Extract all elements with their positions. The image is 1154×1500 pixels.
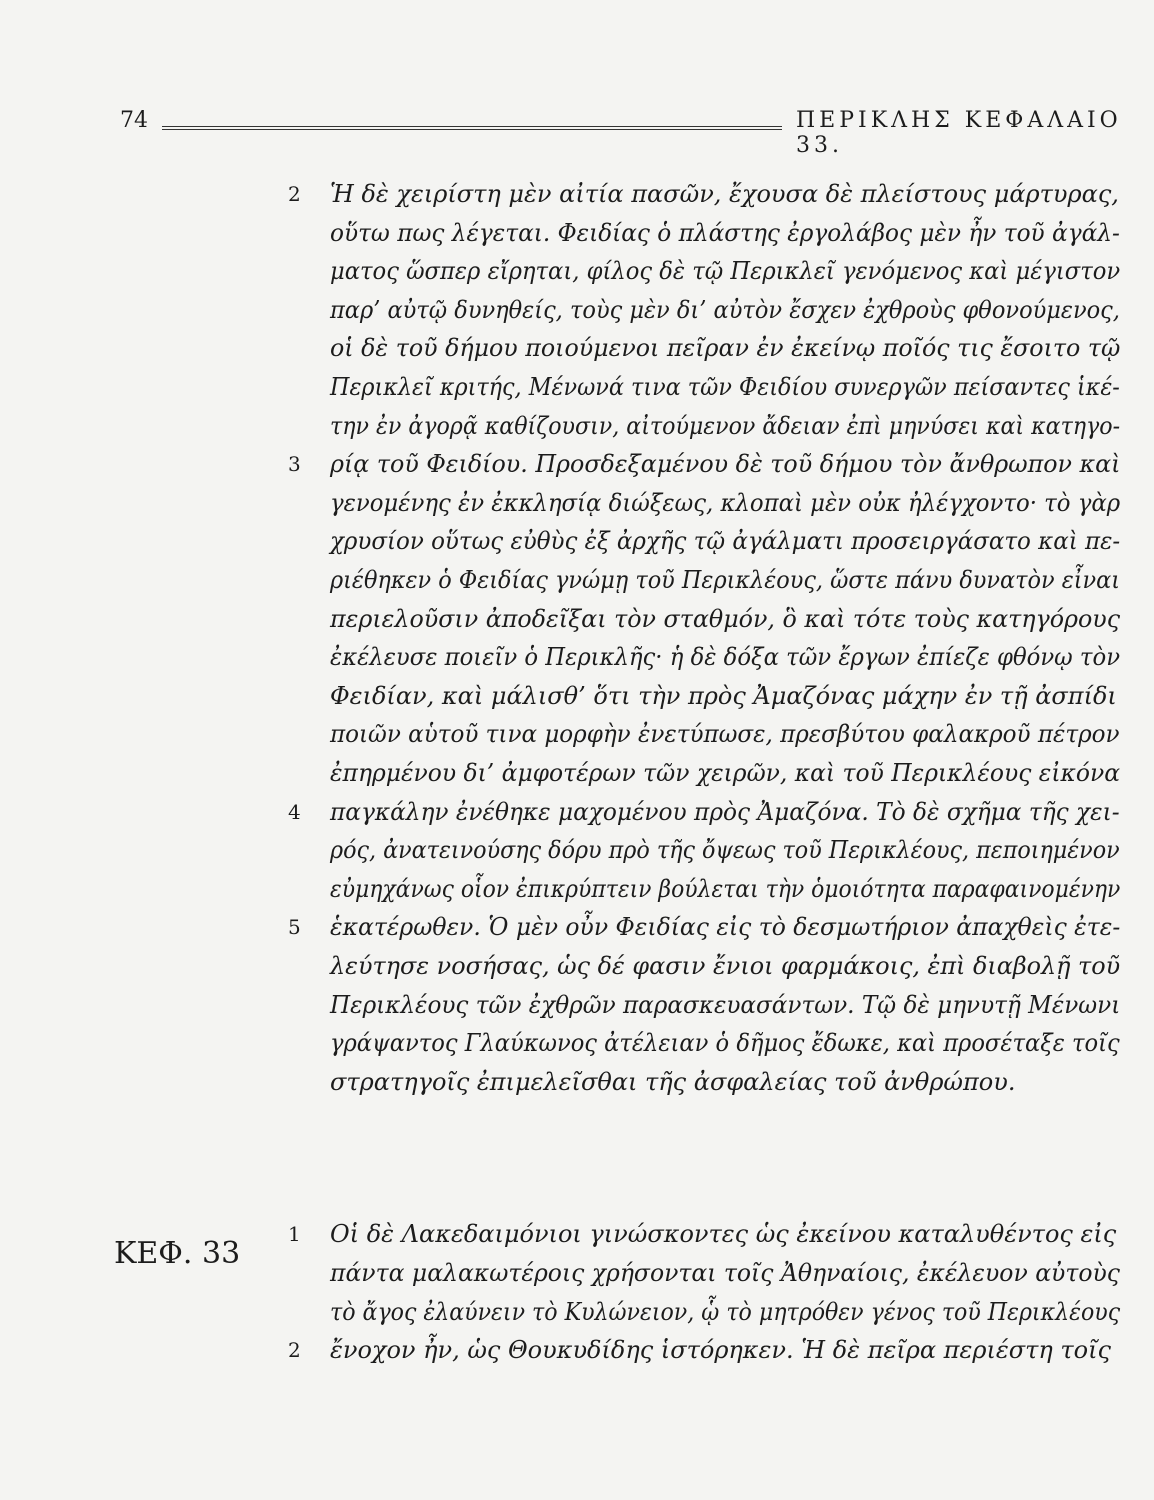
section-number: 3	[288, 452, 301, 477]
text-line: Περικλεῖ κριτής, Μένωνά τινα τῶν Φειδίου συνεργῶν πείσαντες ἱκέ-	[330, 373, 1120, 401]
section-number: 2	[288, 182, 301, 206]
chapter-label: ΚΕΦ. 33	[114, 1236, 241, 1271]
text-line: ρός, ἀνατεινούσης δόρυ πρὸ τῆς ὄψεως τοῦ Περικλέους, πεποιημένον	[330, 836, 1120, 865]
section-number: 4	[288, 799, 301, 824]
text-line: ἔνοχον ἦν, ὡς Θουκυδίδης ἱστόρηκεν. Ἡ δὲ πεῖρα περιέστη τοῖς	[330, 1336, 1111, 1365]
text-line: ποιῶν αὑτοῦ τινα μορφὴν ἐνετύπωσε, πρεσβύτου φαλακροῦ πέτρον	[330, 720, 1120, 749]
text-line: ἐκέλευσε ποιεῖν ὁ Περικλῆς· ἡ δὲ δόξα τῶν ἔργων ἐπίεζε φθόνῳ τὸν	[330, 643, 1121, 672]
text-line: περιελοῦσιν ἀποδεῖξαι τὸν σταθμόν, ὃ καὶ τότε τοὺς κατηγόρους	[330, 604, 1121, 633]
text-line: πάντα μαλακωτέροις χρήσονται τοῖς Ἀθηναίοις, ἐκέλευον αὐτοὺς	[330, 1259, 1120, 1287]
header-rule	[162, 126, 782, 130]
text-line: ἐπηρμένου δι’ ἀμφοτέρων τῶν χειρῶν, καὶ τοῦ Περικλέους εἰκόνα	[330, 759, 1120, 787]
text-line: γράψαντος Γλαύκωνος ἀτέλειαν ὁ δῆμος ἔδωκε, καὶ προσέταξε τοῖς	[330, 1029, 1120, 1058]
text-line: στρατηγοῖς ἐπιμελεῖσθαι τῆς ἀσφαλείας τοῦ ἀνθρώπου.	[330, 1067, 1016, 1096]
text-line: οἱ δὲ τοῦ δήμου ποιούμενοι πεῖραν ἐν ἐκείνῳ ποῖός τις ἔσοιτο τῷ	[330, 334, 1121, 363]
page-number: 74	[120, 108, 148, 133]
text-line: χρυσίον οὕτως εὐθὺς ἐξ ἀρχῆς τῷ ἀγάλματι προσειργάσατο καὶ πε-	[330, 527, 1121, 556]
text-line: παρ’ αὐτῷ δυνηθείς, τοὺς μὲν δι’ αὐτὸν ἔσχεν ἐχθροὺς φθονούμενος,	[330, 295, 1120, 324]
text-line: Οἱ δὲ Λακεδαιμόνιοι γινώσκοντες ὡς ἐκείνου καταλυθέντος εἰς	[330, 1220, 1117, 1249]
section-number: 1	[288, 1222, 301, 1247]
section-number: 2	[288, 1338, 301, 1363]
text-line: παγκάλην ἐνέθηκε μαχομένου πρὸς Ἀμαζόνα. Τὸ δὲ σχῆμα τῆς χει-	[330, 797, 1120, 826]
text-line: Περικλέους τῶν ἐχθρῶν παρασκευασάντων. Τῷ δὲ μηνυτῇ Μένωνι	[330, 990, 1121, 1019]
text-line: ριέθηκεν ὁ Φειδίας γνώμῃ τοῦ Περικλέους, ὥστε πάνυ δυνατὸν εἶναι	[330, 566, 1120, 594]
text-line: την ἐν ἀγορᾷ καθίζουσιν, αἰτούμενον ἄδειαν ἐπὶ μηνύσει καὶ κατηγο-	[330, 411, 1121, 440]
text-line: Ἡ δὲ χειρίστη μὲν αἰτία πασῶν, ἔχουσα δὲ πλείστους μάρτυρας,	[330, 180, 1119, 208]
text-line: εὐμηχάνως οἷον ἐπικρύπτειν βούλεται τὴν ὁμοιότητα παραφαινομένην	[330, 874, 1121, 903]
text-line: Φειδίαν, καὶ μάλισθ’ ὅτι τὴν πρὸς Ἀμαζόνας μάχην ἐν τῇ ἀσπίδι	[330, 681, 1117, 710]
running-title: ΠΕΡΙΚΛΗΣ ΚΕΦΑΛΑΙΟ 33.	[796, 108, 1122, 158]
text-line: οὕτω πως λέγεται. Φειδίας ὁ πλάστης ἐργολάβος μὲν ἦν τοῦ ἀγάλ-	[330, 218, 1120, 247]
text-line: λεύτησε νοσήσας, ὡς δέ φασιν ἔνιοι φαρμάκοις, ἐπὶ διαβολῇ τοῦ	[330, 952, 1121, 980]
section-number: 5	[288, 915, 301, 940]
text-line: τὸ ἄγος ἐλαύνειν τὸ Κυλώνειον, ᾧ τὸ μητρόθεν γένος τοῦ Περικλέους	[330, 1297, 1121, 1326]
page-header	[120, 108, 1130, 158]
text-line: ματος ὥσπερ εἴρηται, φίλος δὲ τῷ Περικλεῖ γενόμενος καὶ μέγιστον	[330, 257, 1121, 286]
text-line: ἑκατέρωθεν. Ὁ μὲν οὖν Φειδίας εἰς τὸ δεσμωτήριον ἀπαχθεὶς ἐτε-	[330, 913, 1121, 942]
text-line: ρίᾳ τοῦ Φειδίου. Προσδεξαμένου δὲ τοῦ δήμου τὸν ἄνθρωπον καὶ	[330, 450, 1121, 479]
text-line: γενομένης ἐν ἐκκλησίᾳ διώξεως, κλοπαὶ μὲν οὐκ ἠλέγχοντο· τὸ γὰρ	[330, 488, 1121, 517]
